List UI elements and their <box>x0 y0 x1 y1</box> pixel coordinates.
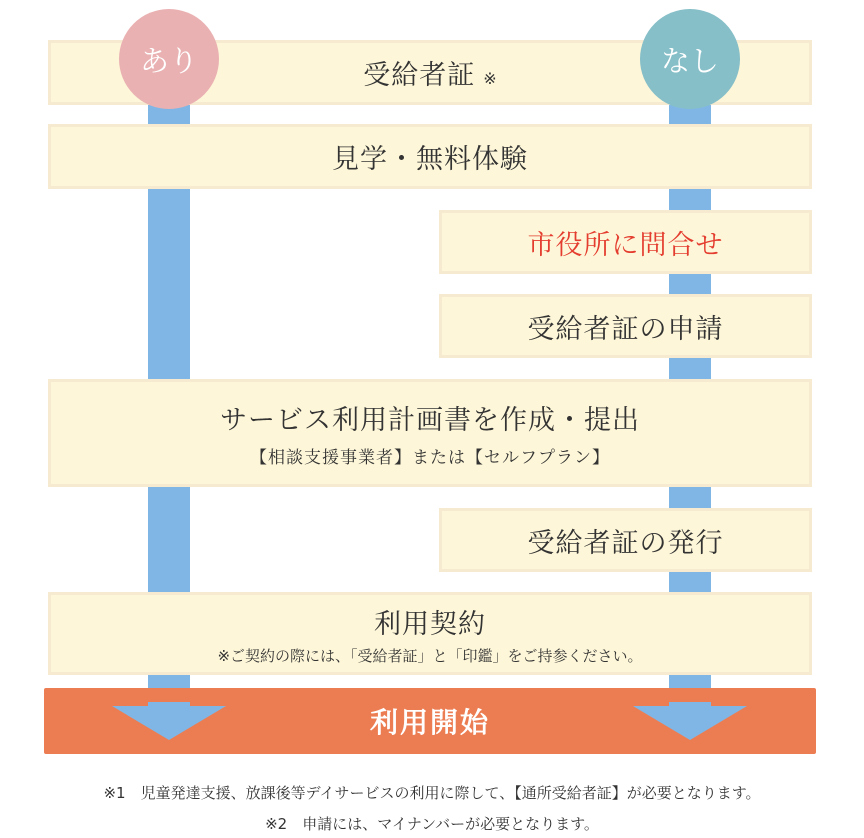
footnote-2: ※2 申請には、マイナンバーが必要となります。 <box>265 815 599 833</box>
step-contract-note: ※ご契約の際には、「受給者証」と「印鑑」をご持参ください。 <box>217 646 643 665</box>
yes-circle <box>119 9 219 109</box>
step-inquiry <box>439 210 812 274</box>
step-issue <box>439 508 812 572</box>
step-plan-title: サービス利用計画書を作成・提出 <box>220 405 640 436</box>
arrow-down-yes-icon <box>112 702 226 740</box>
step-apply <box>439 294 812 358</box>
yes-label: あり <box>139 43 198 78</box>
step-contract <box>48 592 812 675</box>
step-plan <box>48 379 812 487</box>
step-contract-title: 利用契約 <box>374 608 486 640</box>
footnote-1: ※1 児童発達支援、放課後等デイサービスの利用に際して、【通所受給者証】が必要となります。 <box>103 784 761 802</box>
step-inquiry-title: 市役所に問合せ <box>527 229 724 261</box>
step-apply-title: 受給者証の申請 <box>527 313 724 345</box>
step-issue-title: 受給者証の発行 <box>527 527 724 559</box>
arrow-down-no-icon <box>633 702 747 740</box>
no-label: なし <box>660 43 719 78</box>
step-start-title: 利用開始 <box>369 706 490 739</box>
step-trial-title: 見学・無料体験 <box>332 144 528 175</box>
step-certificate-title: 受給者証 ※ <box>363 60 497 91</box>
step-trial <box>48 124 812 189</box>
footnote-mark: ※ <box>483 69 497 88</box>
step-plan-subtitle: 【相談支援事業者】または【セルフプラン】 <box>250 448 610 468</box>
no-circle <box>640 9 740 109</box>
